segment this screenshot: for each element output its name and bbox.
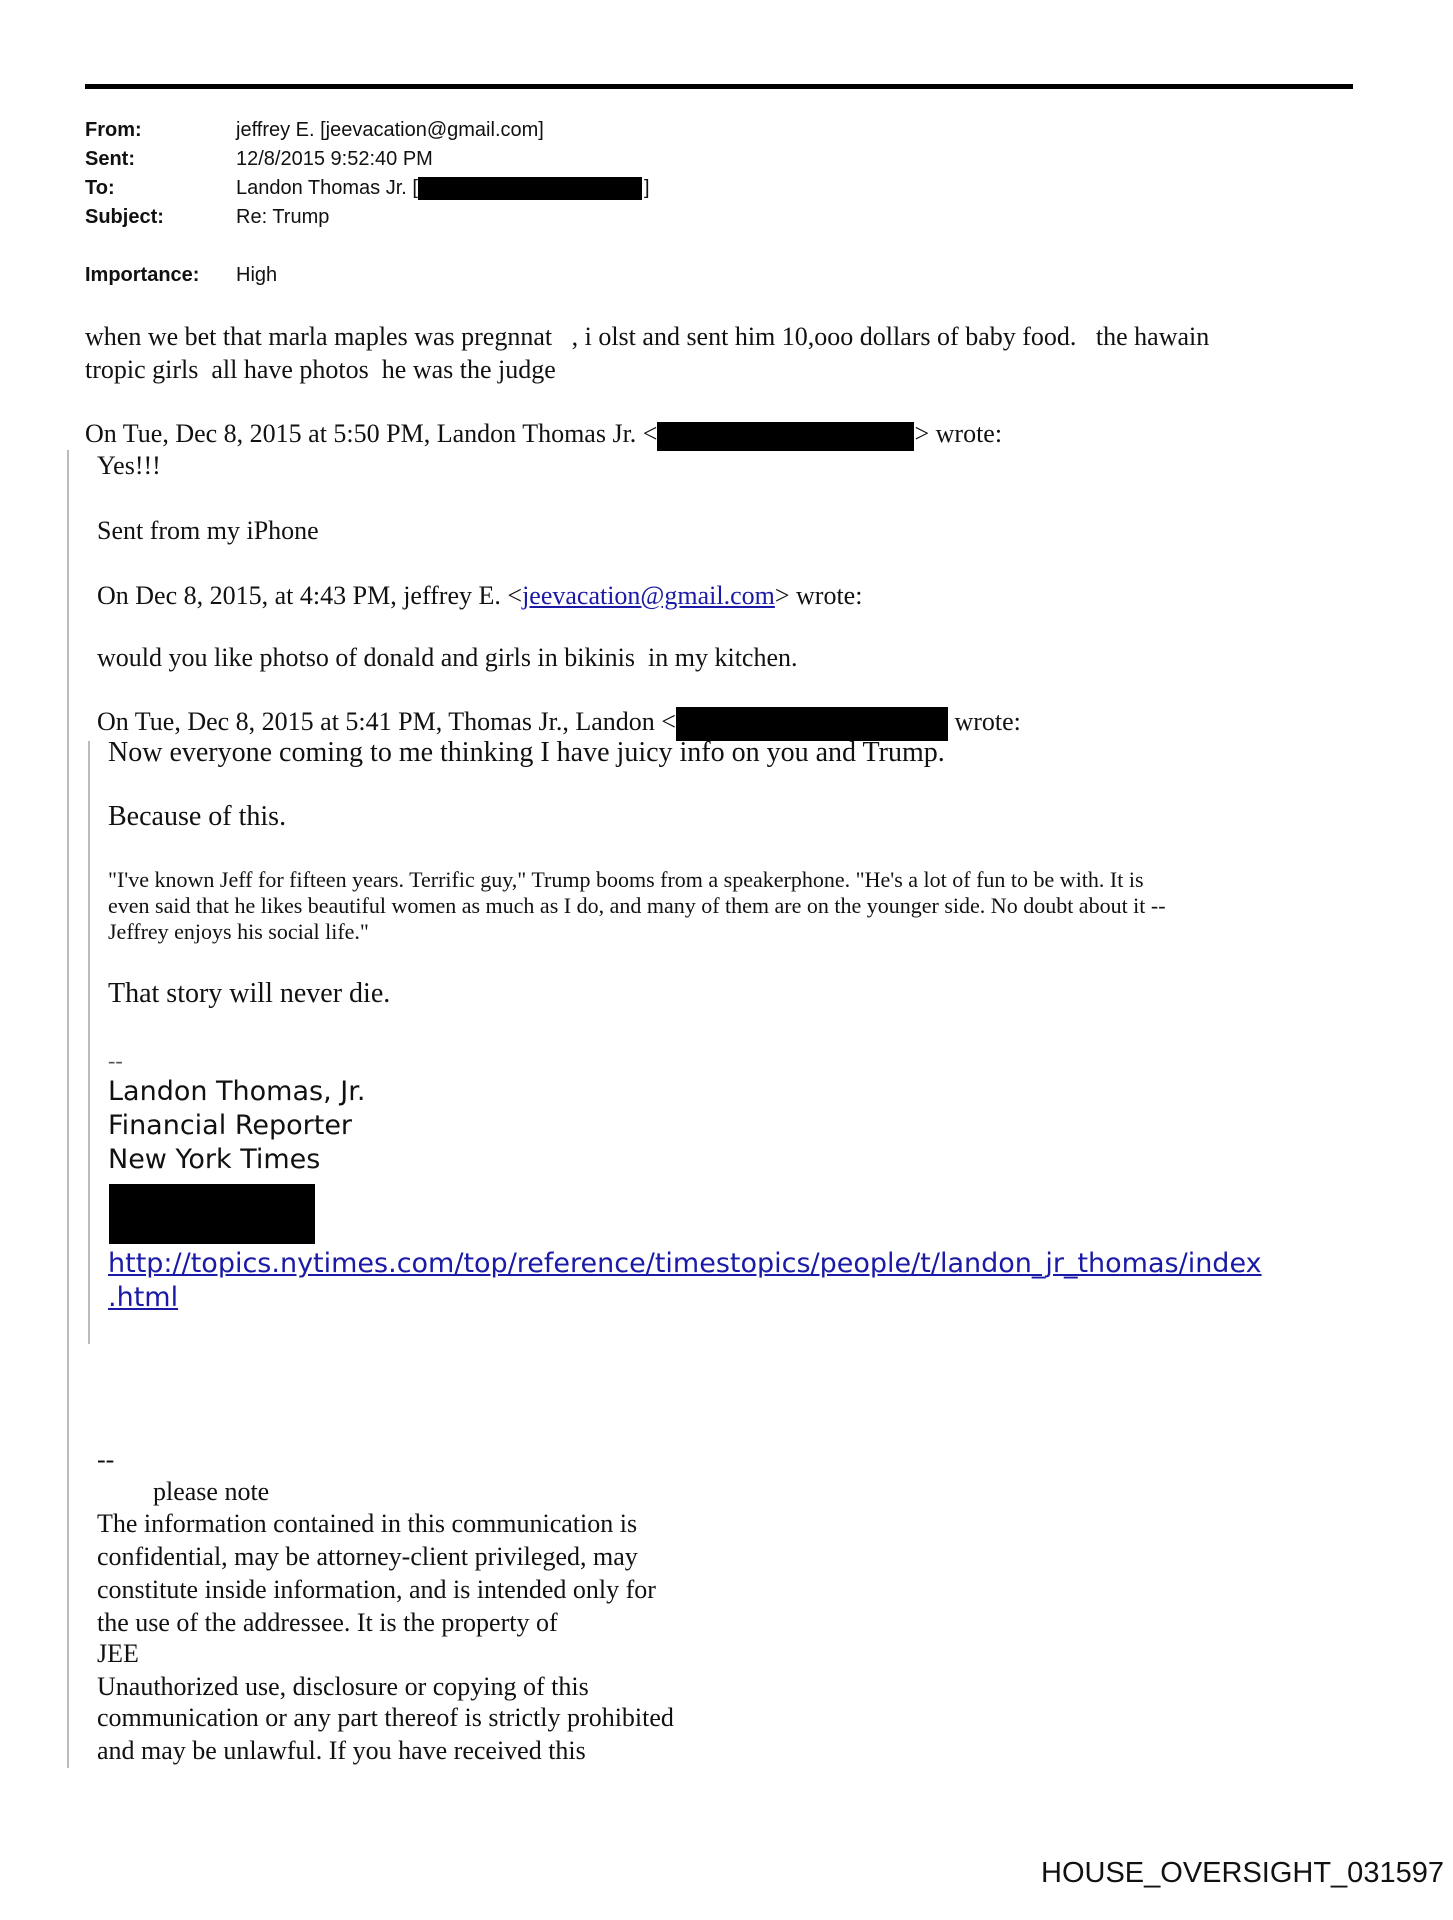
disclaimer-line: Unauthorized use, disclosure or copying of this xyxy=(97,1672,589,1701)
to-close: ] xyxy=(644,177,650,199)
disclaimer-line: communication or any part thereof is strictly prohibited xyxy=(97,1703,674,1732)
sent-label: Sent: xyxy=(85,148,135,170)
excerpt-line: Jeffrey enjoys his social life." xyxy=(108,919,369,944)
subject-label: Subject: xyxy=(85,206,164,228)
bates-number: HOUSE_OVERSIGHT_031597 xyxy=(1041,1857,1444,1889)
quote-text: Because of this. xyxy=(108,801,287,832)
subject-value: Re: Trump xyxy=(236,206,330,228)
disclaimer-line: confidential, may be attorney-client privileged, may xyxy=(97,1542,638,1571)
quote-attribution: On Dec 8, 2015, at 4:43 PM, jeffrey E. <jeevacation@gmail.com> wrote: xyxy=(97,581,863,610)
disclaimer-line: constitute inside information, and is intended only for xyxy=(97,1575,656,1604)
disclaimer-line: The information contained in this communication is xyxy=(97,1509,638,1538)
quote-text: Now everyone coming to me thinking I have juicy info on you and Trump. xyxy=(108,737,945,768)
email-link[interactable]: jeevacation@gmail.com xyxy=(522,581,775,610)
to-value: Landon Thomas Jr. [ xyxy=(236,177,418,199)
sent-value: 12/8/2015 9:52:40 PM xyxy=(236,148,433,170)
nytimes-link[interactable]: http://topics.nytimes.com/top/reference/timestopics/people/t/landon_jr_thomas/index xyxy=(108,1248,1262,1279)
body-line: when we bet that marla maples was pregnnat , i olst and sent him 10,ooo dollars of baby food. the hawain xyxy=(85,322,1210,351)
quote-border xyxy=(67,450,69,1768)
excerpt-line: "I've known Jeff for fifteen years. Terrific guy," Trump booms from a speakerphone. "He's a lot of fun to be with. It is xyxy=(108,867,1144,892)
sig-separator: -- xyxy=(108,1048,123,1073)
disclaimer-line: and may be unlawful. If you have received this xyxy=(97,1736,586,1765)
importance-value: High xyxy=(236,264,278,286)
footer-separator: -- xyxy=(97,1445,115,1474)
quote-attribution: On Tue, Dec 8, 2015 at 5:50 PM, Landon Thomas Jr. < > wrote: xyxy=(85,419,1002,451)
quote-text: would you like photso of donald and girls in bikinis in my kitchen. xyxy=(97,643,798,672)
redaction xyxy=(418,177,642,200)
top-rule xyxy=(85,84,1353,89)
quote-signature: Sent from my iPhone xyxy=(97,516,319,545)
sig-org: New York Times xyxy=(108,1144,321,1175)
to-label: To: xyxy=(85,177,115,199)
from-value: jeffrey E. [jeevacation@gmail.com] xyxy=(236,119,544,141)
redaction xyxy=(109,1184,315,1244)
disclaimer-line: JEE xyxy=(97,1639,139,1668)
redaction xyxy=(676,707,948,741)
quote-text: That story will never die. xyxy=(108,978,391,1009)
quote-attribution: On Tue, Dec 8, 2015 at 5:41 PM, Thomas Jr., Landon < wrote: xyxy=(97,707,1021,741)
from-label: From: xyxy=(85,119,142,141)
excerpt-line: even said that he likes beautiful women as much as I do, and many of them are on the younger side. No doubt about it -- xyxy=(108,893,1166,918)
importance-label: Importance: xyxy=(85,264,200,286)
sig-title: Financial Reporter xyxy=(108,1110,353,1141)
redaction xyxy=(657,422,914,451)
nytimes-link-cont[interactable]: .html xyxy=(108,1282,179,1313)
footer-note: please note xyxy=(153,1477,270,1506)
disclaimer-line: the use of the addressee. It is the property of xyxy=(97,1608,558,1637)
sig-name: Landon Thomas, Jr. xyxy=(108,1076,366,1107)
quote-border xyxy=(88,741,90,1344)
quote-text: Yes!!! xyxy=(97,451,161,480)
body-line: tropic girls all have photos he was the judge xyxy=(85,355,556,384)
